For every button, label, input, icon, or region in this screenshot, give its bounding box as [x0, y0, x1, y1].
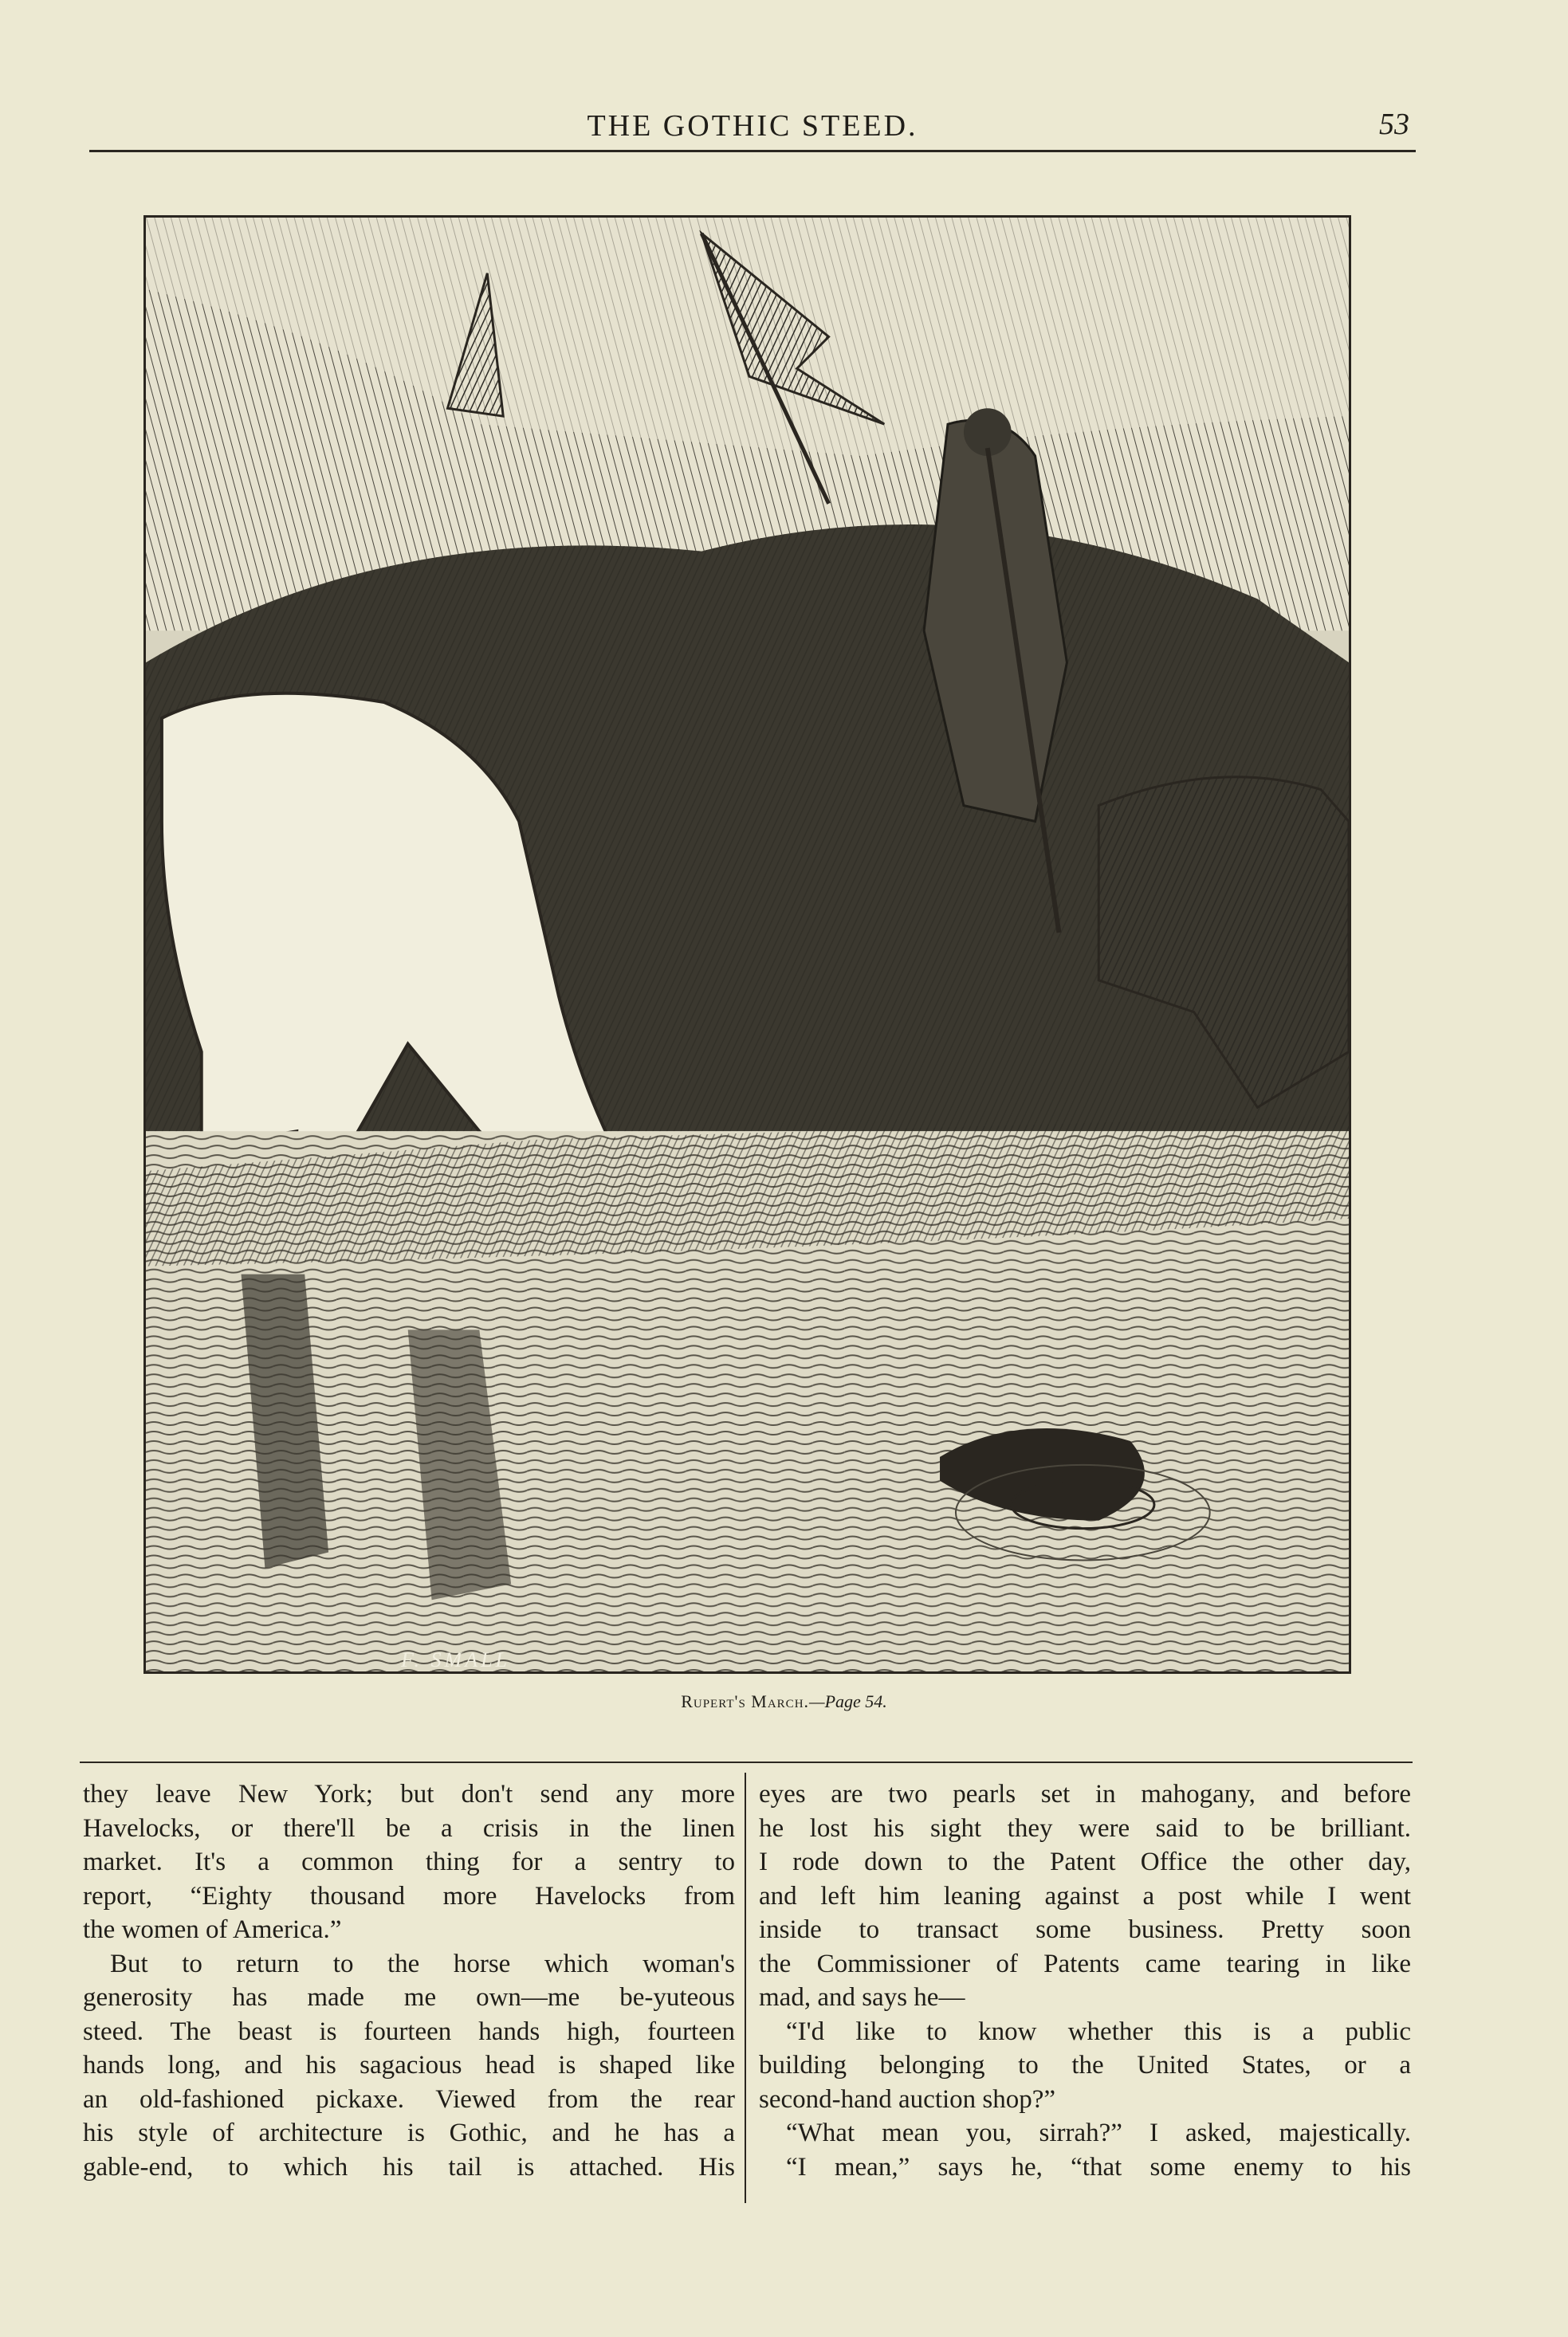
text-line: mad, and says he—	[759, 1983, 965, 2012]
column-divider	[745, 1773, 746, 2203]
right-text-column	[759, 1777, 1411, 2184]
running-title: THE GOTHIC STEED.	[587, 109, 918, 143]
page-number: 53	[1379, 108, 1409, 141]
text-line: his style of architecture is Gothic, and he has a	[83, 2119, 735, 2147]
text-line: market. It's a common thing for a sentry to	[83, 1848, 735, 1876]
text-line: I rode down to the Patent Office the other day,	[759, 1848, 1411, 1876]
left-text-column	[83, 1777, 735, 2184]
text-line: generosity has made me own—me be-yuteous	[83, 1983, 735, 2012]
text-line: they leave New York; but don't send any more	[83, 1780, 735, 1809]
text-line: and left him leaning against a post while I went	[759, 1881, 1411, 1911]
text-line: second-hand auction shop?”	[759, 2084, 1056, 2114]
illustration-caption	[0, 1691, 1568, 1712]
text-line: steed. The beast is fourteen hands high, fourteen	[83, 2017, 735, 2046]
text-line: eyes are two pearls set in mahogany, and before	[759, 1780, 1411, 1809]
text-line: building belonging to the United States, or a	[759, 2051, 1411, 2080]
body-rule	[80, 1762, 1413, 1763]
text-line: inside to transact some business. Pretty soon	[759, 1915, 1411, 1944]
text-line: the women of America.”	[83, 1915, 342, 1944]
caption-page-reference: —Page 54.	[809, 1691, 887, 1711]
text-line: the Commissioner of Patents came tearing in like	[759, 1949, 1411, 1978]
artist-signature: F. SMALL	[401, 1648, 510, 1671]
header-rule	[89, 150, 1416, 152]
text-line: But to return to the horse which woman's	[110, 1949, 735, 1978]
engraving-illustration	[143, 215, 1351, 1674]
text-line: he lost his sight they were said to be brilliant.	[759, 1813, 1411, 1843]
text-line: Havelocks, or there'll be a crisis in the linen	[83, 1813, 735, 1843]
text-line: “I mean,” says he, “that some enemy to his	[786, 2152, 1411, 2182]
text-line: gable-end, to which his tail is attached. His	[83, 2152, 735, 2182]
text-line: an old-fashioned pickaxe. Viewed from the rear	[83, 2084, 735, 2114]
text-line: hands long, and his sagacious head is shaped like	[83, 2051, 735, 2080]
text-line: report, “Eighty thousand more Havelocks from	[83, 1881, 735, 1911]
running-header	[89, 104, 1416, 151]
text-line: “What mean you, sirrah?” I asked, majestically.	[786, 2119, 1411, 2147]
caption-title: Rupert's March.	[681, 1691, 810, 1711]
engraving-art	[146, 218, 1349, 1671]
text-line: “I'd like to know whether this is a public	[786, 2017, 1411, 2046]
